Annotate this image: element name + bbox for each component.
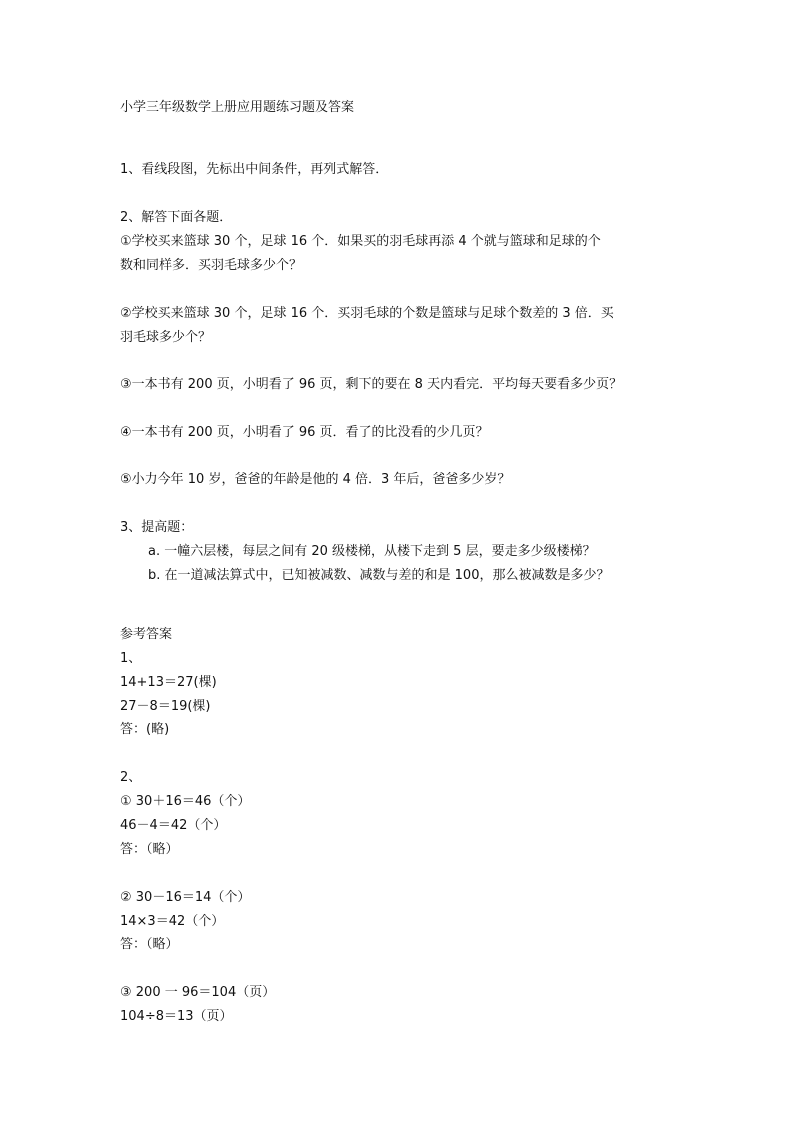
answer-2-2-line-3: 答：（略） [120, 937, 179, 952]
answer-1-label: 1、 [120, 651, 142, 666]
answer-2-1-line-3: 答：（略） [120, 842, 179, 857]
answer-1-line-3: 答：(略) [120, 722, 170, 737]
answer-2-2-line-1: ② 30－16＝14（个） [120, 890, 251, 905]
question-2-5: ⑤小力今年 10 岁，爸爸的年龄是他的 4 倍．3 年后，爸爸多少岁？ [120, 472, 511, 487]
question-2-header: 2、解答下面各题． [120, 210, 233, 225]
page-title: 小学三年级数学上册应用题练习题及答案 [120, 100, 355, 115]
question-2-2-line-1: ②学校买来篮球 30 个，足球 16 个．买羽毛球的个数是篮球与足球个数差的 3 倍．买 [120, 306, 614, 321]
question-1: 1、看线段图，先标出中间条件，再列式解答． [120, 162, 389, 177]
question-2-1-line-2: 数和同样多．买羽毛球多少个？ [120, 258, 303, 273]
answer-2-1-line-1: ① 30＋16＝46（个） [120, 794, 251, 809]
question-3-a: a. 一幢六层楼，每层之间有 20 级楼梯，从楼下走到 5 层，要走多少级楼梯？ [148, 544, 596, 559]
answer-1-line-2: 27－8＝19(棵) [120, 699, 211, 714]
question-2-2-line-2: 羽毛球多少个？ [120, 330, 212, 345]
answer-2-2-line-2: 14×3＝42（个） [120, 914, 225, 929]
question-2-4: ④一本书有 200 页，小明看了 96 页．看了的比没看的少几页？ [120, 425, 489, 440]
question-2-3: ③一本书有 200 页，小明看了 96 页，剩下的要在 8 天内看完．平均每天要看多少页？ [120, 377, 623, 392]
answer-2-3-line-1: ③ 200 一 96＝104（页） [120, 985, 276, 1000]
answers-header: 参考答案 [120, 627, 173, 642]
answer-1-line-1: 14+13＝27(棵) [120, 675, 217, 690]
answer-2-1-line-2: 46－4＝42（个） [120, 818, 227, 833]
question-2-1-line-1: ①学校买来篮球 30 个，足球 16 个．如果买的羽毛球再添 4 个就与篮球和足球的个 [120, 234, 601, 249]
answer-2-label: 2、 [120, 770, 142, 785]
question-3-header: 3、提高题： [120, 520, 194, 535]
question-3-b: b. 在一道减法算式中，已知被减数、减数与差的和是 100，那么被减数是多少？ [148, 568, 610, 583]
answer-2-3-line-2: 104÷8＝13（页） [120, 1009, 233, 1024]
